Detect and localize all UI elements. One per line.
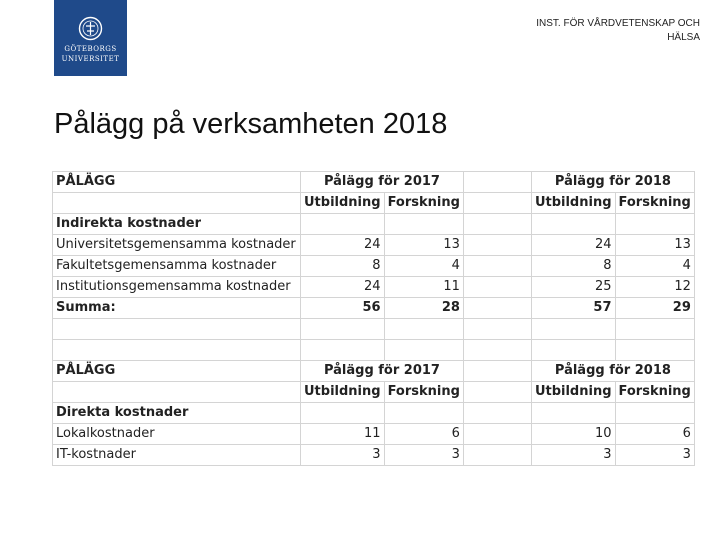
table-row — [53, 256, 695, 277]
empty-cell — [463, 277, 531, 298]
value-cell: 4 — [384, 256, 463, 277]
institution-name — [480, 17, 700, 45]
empty-cell — [463, 382, 531, 403]
logo-text-line1: GÖTEBORGS — [64, 45, 117, 53]
empty-cell — [463, 361, 531, 382]
empty-cell — [384, 214, 463, 235]
table-row — [53, 424, 695, 445]
table-row — [53, 445, 695, 466]
empty-cell — [531, 214, 615, 235]
section-label: Direkta kostnader — [53, 403, 301, 424]
empty-cell — [463, 298, 531, 319]
col-edu-2018: Utbildning — [531, 382, 615, 403]
empty-cell — [384, 403, 463, 424]
year-2017-header: Pålägg för 2017 — [301, 172, 464, 193]
col-edu-2018: Utbildning — [531, 193, 615, 214]
empty-cell — [301, 403, 385, 424]
value-cell: 13 — [384, 235, 463, 256]
value-cell: 24 — [301, 277, 385, 298]
value-cell: 3 — [301, 445, 385, 466]
empty-cell — [531, 403, 615, 424]
sum-value: 57 — [531, 298, 615, 319]
value-cell: 6 — [615, 424, 694, 445]
col-edu-2017: Utbildning — [301, 382, 385, 403]
value-cell: 11 — [301, 424, 385, 445]
col-res-2018: Forskning — [615, 382, 694, 403]
col-res-2017: Forskning — [384, 382, 463, 403]
sum-label: Summa: — [53, 298, 301, 319]
institution-line1: INST. FÖR VÅRDVETENSKAP OCH — [536, 18, 700, 29]
spacer-row — [53, 340, 695, 361]
value-cell: 4 — [615, 256, 694, 277]
year-2018-header: Pålägg för 2018 — [531, 172, 694, 193]
row-label: Lokalkostnader — [53, 424, 301, 445]
empty-cell — [463, 235, 531, 256]
col-res-2018: Forskning — [615, 193, 694, 214]
year-2018-header: Pålägg för 2018 — [531, 361, 694, 382]
empty-cell — [615, 214, 694, 235]
header-cell: PÅLÄGG — [53, 361, 301, 382]
col-edu-2017: Utbildning — [301, 193, 385, 214]
table-row — [53, 214, 695, 235]
value-cell: 3 — [384, 445, 463, 466]
sum-value: 28 — [384, 298, 463, 319]
empty-cell — [463, 403, 531, 424]
col-res-2017: Forskning — [384, 193, 463, 214]
empty-cell — [53, 193, 301, 214]
empty-cell — [301, 214, 385, 235]
empty-cell — [463, 424, 531, 445]
empty-cell — [463, 256, 531, 277]
value-cell: 25 — [531, 277, 615, 298]
sum-value: 29 — [615, 298, 694, 319]
row-label: IT-kostnader — [53, 445, 301, 466]
sum-row — [53, 298, 695, 319]
section-label: Indirekta kostnader — [53, 214, 301, 235]
crest-icon — [78, 16, 103, 41]
year-2017-header: Pålägg för 2017 — [301, 361, 464, 382]
value-cell: 10 — [531, 424, 615, 445]
value-cell: 8 — [531, 256, 615, 277]
value-cell: 6 — [384, 424, 463, 445]
row-label: Institutionsgemensamma kostnader — [53, 277, 301, 298]
row-label: Fakultetsgemensamma kostnader — [53, 256, 301, 277]
value-cell: 3 — [531, 445, 615, 466]
table-row — [53, 235, 695, 256]
empty-cell — [463, 193, 531, 214]
value-cell: 13 — [615, 235, 694, 256]
value-cell: 11 — [384, 277, 463, 298]
empty-cell — [463, 445, 531, 466]
value-cell: 3 — [615, 445, 694, 466]
empty-cell — [53, 382, 301, 403]
university-logo — [54, 0, 127, 76]
empty-cell — [615, 403, 694, 424]
empty-cell — [463, 172, 531, 193]
empty-cell — [463, 214, 531, 235]
institution-line2: HÄLSA — [667, 32, 700, 43]
table-row — [53, 403, 695, 424]
spacer-row — [53, 319, 695, 340]
table-row — [53, 361, 695, 382]
table-row — [53, 382, 695, 403]
value-cell: 8 — [301, 256, 385, 277]
value-cell: 24 — [301, 235, 385, 256]
row-label: Universitetsgemensamma kostnader — [53, 235, 301, 256]
value-cell: 24 — [531, 235, 615, 256]
table-row — [53, 277, 695, 298]
table-row — [53, 172, 695, 193]
surcharge-table — [52, 171, 695, 466]
sum-value: 56 — [301, 298, 385, 319]
table-row — [53, 193, 695, 214]
header-cell: PÅLÄGG — [53, 172, 301, 193]
logo-text-line2: UNIVERSITET — [61, 55, 120, 63]
page-title: Pålägg på verksamheten 2018 — [54, 108, 448, 140]
value-cell: 12 — [615, 277, 694, 298]
